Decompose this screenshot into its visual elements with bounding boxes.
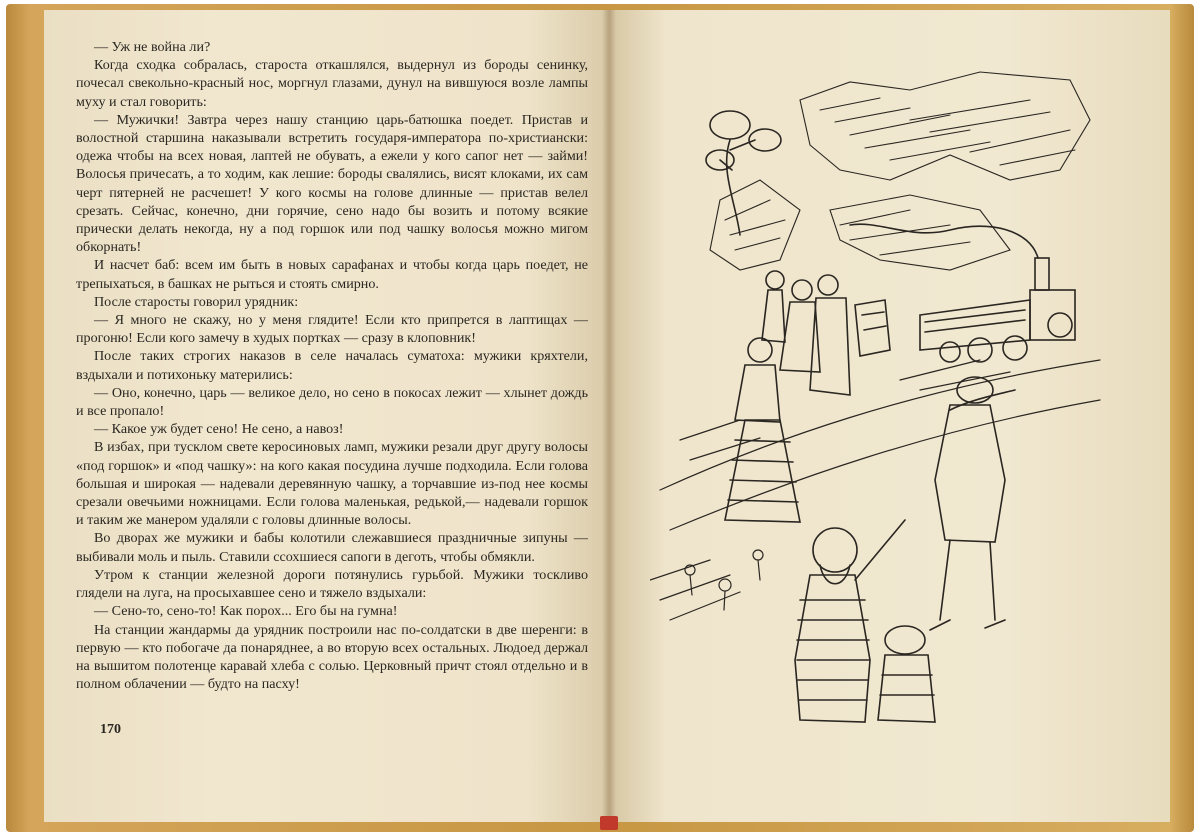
illustration	[650, 60, 1110, 750]
paragraph: Во дворах же мужики и бабы колотили слежавшиеся праздничные зипуны — выбивали моль и пыль. Ставили ссохшиеся сапоги в деготь, чтобы обмякли.	[76, 530, 588, 565]
paragraph: И насчет баб: всем им быть в новых сарафанах и чтобы когда царь поедет, не трепыхаться, в башках не рыться и стоять смирно.	[76, 257, 588, 292]
paragraph: — Уж не война ли?	[94, 39, 211, 55]
crowd-figures	[725, 271, 890, 522]
ground-lines	[650, 360, 1100, 620]
paragraph: — Оно, конечно, царь — великое дело, но сено в покосах лежит — хлынет дождь и все пропало!	[76, 384, 588, 420]
bookmark-ribbon	[600, 816, 618, 830]
left-page-text	[76, 38, 588, 693]
paragraph: — Сено-то, сено-то! Как порох... Его бы на гумна!	[94, 603, 398, 620]
book-gutter	[602, 10, 616, 822]
paragraph: После таких строгих наказов в селе началась суматоха: мужики кряхтели, вздыхали и потихоньку матерились:	[76, 348, 588, 383]
paragraph: — Какое уж будет сено! Не сено, а навоз!	[94, 421, 344, 438]
page-number: 170	[100, 722, 121, 737]
foreground-figures	[795, 528, 935, 722]
paragraph: В избах, при тусклом свете керосиновых ламп, мужики резали друг другу волосы «под горшок» и «под чашку»: на кого какая посудина лучше подходила. Если голова большая и широкая — надевали деревянную чашку, а торчавшие из-под нее космы срезали овечьими ножницами. Если голова маленькая, редькой,— надевали горшок и таким же манером удаляли с головы длинные волосы.	[76, 439, 588, 529]
man-figure	[855, 377, 1015, 630]
paragraph: Утром к станции железной дороги потянулись гурьбой. Мужики тоскливо глядели на луга, на просыхавшее сено и тяжело вздыхали:	[76, 566, 588, 602]
paragraph: — Я много не скажу, но у меня глядите! Если кто припрется в лаптищах — прогоню! Если кого замечу в худых портках — сразу в клоповник!	[76, 312, 588, 347]
paragraph: После старосты говорил урядник:	[94, 293, 299, 310]
cloud-hatching	[710, 72, 1090, 270]
flower-icons	[685, 550, 763, 610]
paragraph: На станции жандармы да урядник построили нас по-солдатски в две шеренги: в первую — кто побогаче да понаряднее, а во вторую всех остальных. Людоед держал на вышитом полотенце каравай хлеба с солью. Церковный причт стоял отдельно и в полном облачении — будто на пасху!	[76, 621, 588, 693]
paragraph: Когда сходка собралась, староста откашлялся, выдернул из бороды сенинку, почесал свекольно-красный нос, моргнул глазами, дунул на вившуюся возле лампы муху и стал говорить:	[76, 57, 588, 110]
paragraph: — Мужички! Завтра через нашу станцию царь-батюшка поедет. Пристав и волостной старшина наказывали встретить государя-императора по-христиански: одежа чтобы на всех новая, лаптей не обувать, а ежели у кого сапог нет — займи! Волосья причесать, а то ходим, как лешие: бороды свалялись, висят клоками, их сам черт пятерней не расчешет! У кого космы на голове длинные — пристав велел срезать. Сейчас, конечно, дни горячие, сено надо бы возить и потому всякие прически делать некогда, ну а под горшок или под чашку волосья можно мигом обкорнать!	[76, 111, 588, 256]
locomotive-icon	[850, 224, 1075, 362]
